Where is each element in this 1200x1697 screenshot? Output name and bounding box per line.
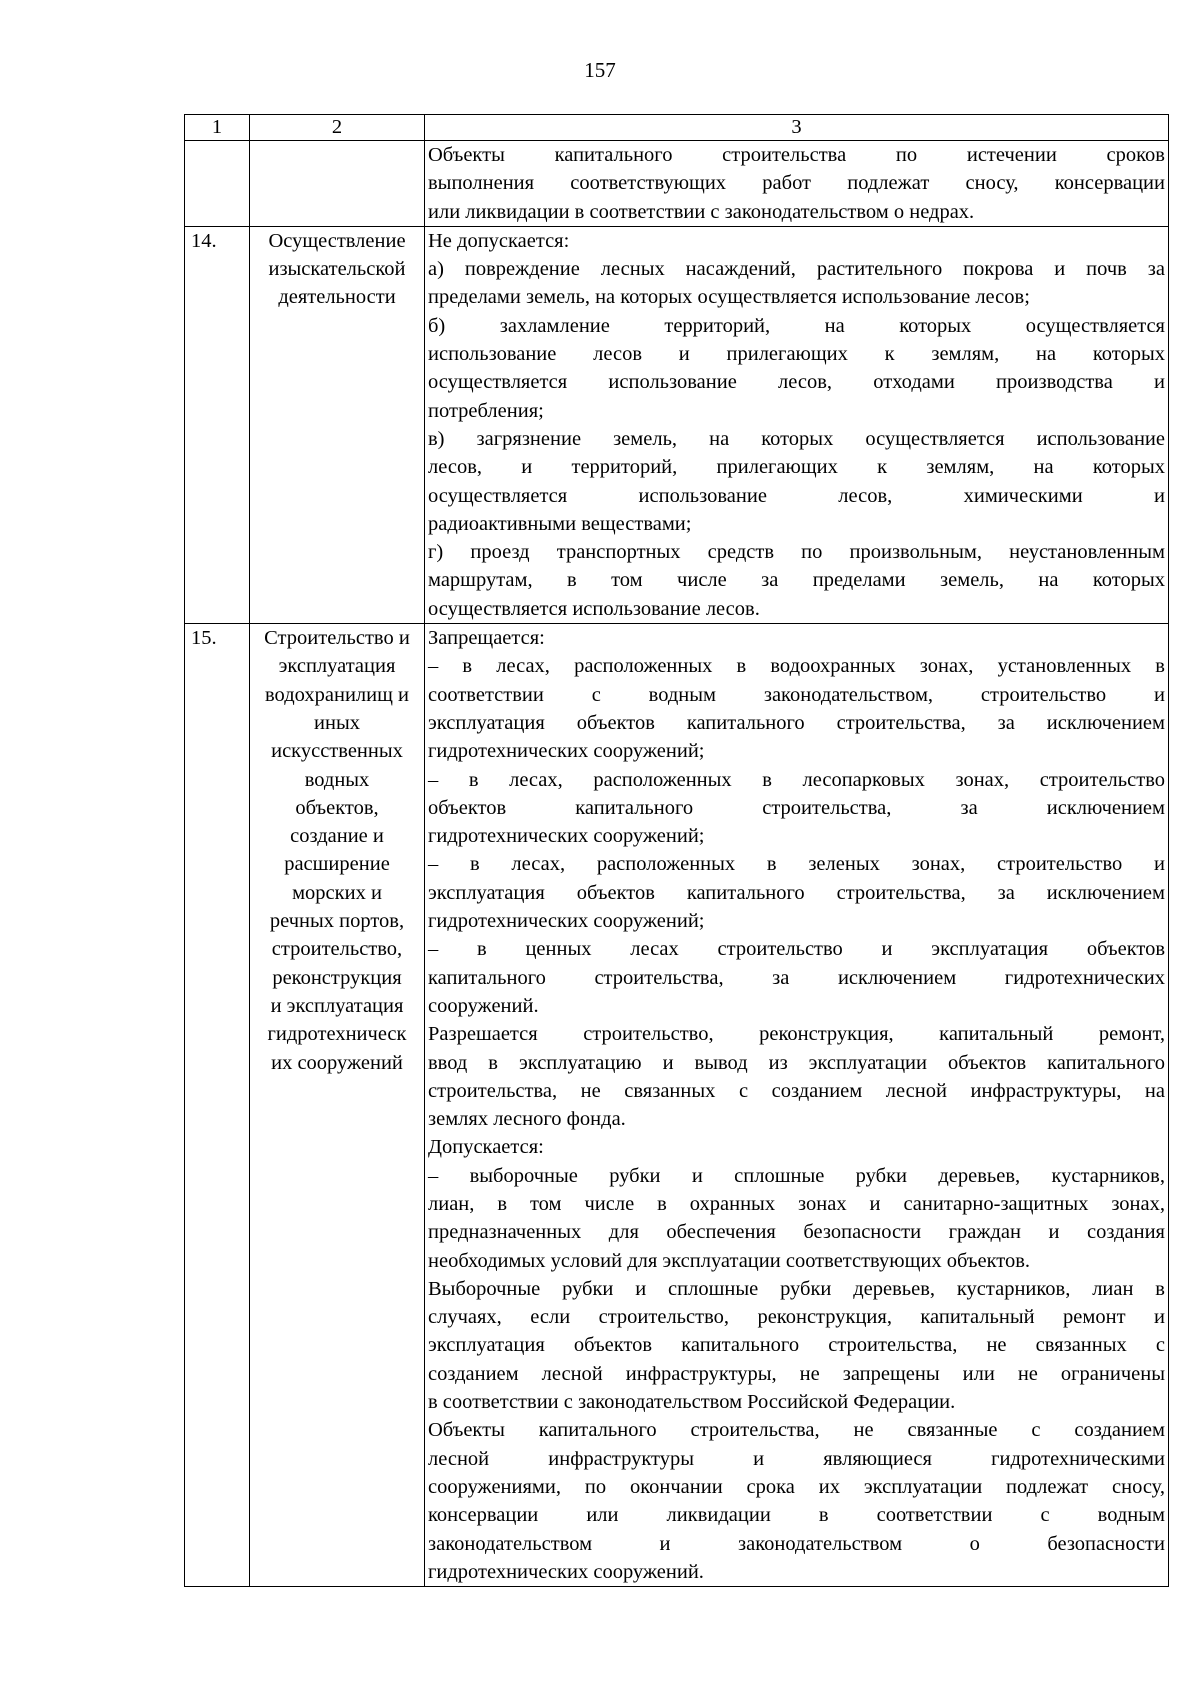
text-line: эксплуатация объектов капитального строительства, не связанных с: [428, 1334, 1165, 1357]
text-line: осуществляется использование лесов.: [428, 597, 760, 620]
text-line: – в ценных лесах строительство и эксплуатация объектов: [428, 938, 1165, 961]
activity-name-line: Строительство и: [264, 627, 410, 650]
activity-name-line: водохранилищ и: [265, 683, 409, 706]
activity-name-line: искусственных: [271, 740, 403, 763]
activity-name-line: морских и: [292, 881, 382, 904]
text-line: радиоактивными веществами;: [428, 512, 692, 535]
text-line: б) захламление территорий, на которых осуществляется: [428, 314, 1165, 337]
requirements-cell: [425, 624, 1169, 1587]
text-line: гидротехнических сооружений.: [428, 1560, 704, 1583]
text-line: – в лесах, расположенных в водоохранных зонах, установленных в: [428, 655, 1165, 678]
text-line: законодательством и законодательством о безопасности: [428, 1532, 1165, 1555]
text-line: Объекты капитального строительства, не связанные с созданием: [428, 1419, 1165, 1442]
text-line: ввод в эксплуатацию и вывод из эксплуатации объектов капитального: [428, 1051, 1165, 1074]
text-line: – в лесах, расположенных в лесопарковых зонах, строительство: [428, 768, 1165, 791]
row-number-cell: 15.: [185, 624, 250, 1587]
text-line: лесов, и территорий, прилегающих к землям, на которых: [428, 456, 1165, 479]
text-line: – в лесах, расположенных в зеленых зонах, строительство и: [428, 853, 1165, 876]
text-line: осуществляется использование лесов, химическими и: [428, 484, 1165, 507]
text-line: или ликвидации в соответствии с законодательством о недрах.: [428, 200, 975, 223]
text-line: случаях, если строительство, реконструкция, капитальный ремонт и: [428, 1306, 1165, 1329]
text-line: использование лесов и прилегающих к землям, на которых: [428, 343, 1165, 366]
section-intro: Не допускается:: [428, 229, 570, 252]
text-line: консервации или ликвидации в соответствии с водным: [428, 1504, 1165, 1527]
activity-name-line: расширение: [284, 853, 390, 876]
text-line: необходимых условий для эксплуатации соответствующих объектов.: [428, 1249, 1031, 1272]
text-line: г) проезд транспортных средств по произвольным, неустановленным: [428, 541, 1165, 564]
text-line: Разрешается строительство, реконструкция, капитальный ремонт,: [428, 1023, 1165, 1046]
activity-name-cell: [250, 624, 425, 1587]
activity-name-line: строительство,: [271, 938, 403, 961]
activity-name-line: реконструкция: [272, 966, 402, 989]
text-line: осуществляется использование лесов, отходами производства и: [428, 371, 1165, 394]
text-line: – выборочные рубки и сплошные рубки деревьев, кустарников,: [428, 1164, 1165, 1187]
text-line: лиан, в том числе в охранных зонах и санитарно-защитных зонах,: [428, 1192, 1165, 1215]
regulations-table: [184, 114, 1169, 1587]
table-row-continuation: [185, 141, 1169, 227]
activity-name-line: объектов,: [295, 796, 379, 819]
activity-name-cell: [250, 226, 425, 623]
activity-name-line: их сооружений: [271, 1051, 403, 1074]
text-line: сооружениями, по окончании срока их эксплуатации подлежат сносу,: [428, 1475, 1165, 1498]
header-cell-2: 2: [250, 115, 425, 141]
text-line: выполнения соответствующих работ подлежат сносу, консервации: [428, 172, 1165, 195]
activity-name-line: и эксплуатация: [270, 994, 404, 1017]
text-line: соответствии с водным законодательством, строительство и: [428, 683, 1165, 706]
header-cell-3: 3: [425, 115, 1169, 141]
text-line: созданием лесной инфраструктуры, не запрещены или не ограничены: [428, 1362, 1165, 1385]
text-line: в соответствии с законодательством Российской Федерации.: [428, 1391, 956, 1414]
text-line: маршрутам, в том числе за пределами земель, на которых: [428, 569, 1165, 592]
text-line: капитального строительства, за исключением гидротехнических: [428, 966, 1165, 989]
text-line: гидротехнических сооружений;: [428, 740, 705, 763]
text-line: объектов капитального строительства, за исключением: [428, 796, 1165, 819]
table-header-row: [185, 115, 1169, 141]
activity-name-line: эксплуатация: [278, 655, 396, 678]
activity-name-line: создание и: [290, 825, 384, 848]
text-line: предназначенных для обеспечения безопасности граждан и создания: [428, 1221, 1165, 1244]
text-line: гидротехнических сооружений;: [428, 910, 705, 933]
text-line: а) повреждение лесных насаждений, растительного покрова и почв за: [428, 258, 1165, 281]
table-row-15: [185, 624, 1169, 1587]
text-line: строительства, не связанных с созданием лесной инфраструктуры, на: [428, 1079, 1165, 1102]
section-intro: Запрещается:: [428, 627, 545, 650]
activity-name-line: изыскательской: [268, 258, 406, 281]
text-line: потребления;: [428, 399, 544, 422]
activity-name-line: Осуществление: [268, 229, 406, 252]
activity-name-line: водных: [304, 768, 370, 791]
requirements-cell: [425, 226, 1169, 623]
text-line: Выборочные рубки и сплошные рубки деревьев, кустарников, лиан в: [428, 1277, 1165, 1300]
text-line: пределами земель, на которых осуществляется использование лесов;: [428, 286, 1030, 309]
activity-name-cell: [250, 141, 425, 227]
text-line: в) загрязнение земель, на которых осуществляется использование: [428, 427, 1165, 450]
text-line: землях лесного фонда.: [428, 1108, 626, 1131]
text-line: гидротехнических сооружений;: [428, 825, 705, 848]
text-line: эксплуатация объектов капитального строительства, за исключением: [428, 881, 1165, 904]
activity-name-line: деятельности: [278, 286, 396, 309]
activity-name-line: иных: [314, 711, 360, 734]
row-number-cell: 14.: [185, 226, 250, 623]
activity-name-line: речных портов,: [269, 910, 405, 933]
text-line: эксплуатация объектов капитального строительства, за исключением: [428, 711, 1165, 734]
text-line: сооружений.: [428, 994, 539, 1017]
text-line: лесной инфраструктуры и являющиеся гидротехническими: [428, 1447, 1165, 1470]
table-row-14: [185, 226, 1169, 623]
page-number: 157: [584, 58, 616, 82]
text-line: Объекты капитального строительства по истечении сроков: [428, 144, 1165, 166]
requirements-cell: [425, 141, 1169, 227]
section-intro: Допускается:: [428, 1136, 544, 1159]
header-cell-1: 1: [185, 115, 250, 141]
activity-name-line: гидротехническ: [267, 1023, 407, 1046]
row-number-cell: [185, 141, 250, 227]
